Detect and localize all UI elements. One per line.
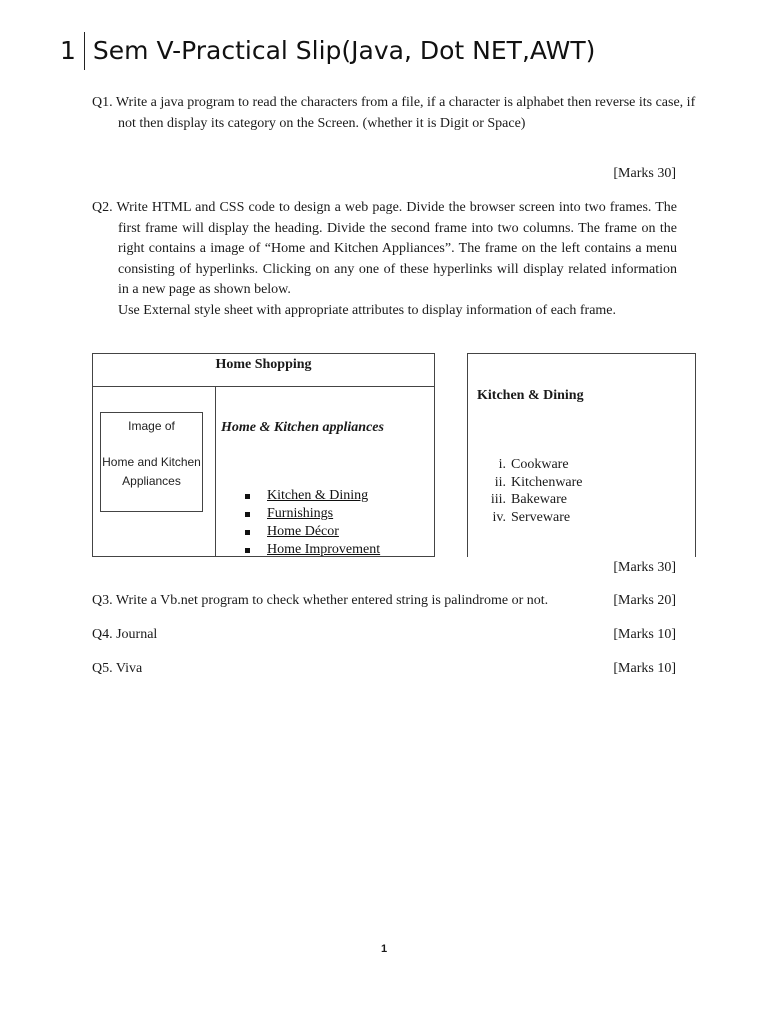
menu-item[interactable] bbox=[245, 541, 380, 559]
figure-left-frame bbox=[92, 353, 435, 557]
list-numeral: ii. bbox=[494, 474, 506, 490]
menu-link[interactable]: Home Improvement bbox=[267, 542, 381, 557]
page-number: 1 bbox=[380, 943, 388, 955]
question-3: Q3. Write a Vb.net program to check whether entered string is palindrome or not. bbox=[92, 593, 549, 608]
q1-marks: [Marks 30] bbox=[613, 166, 676, 181]
question-1 bbox=[92, 93, 703, 134]
menu-item[interactable] bbox=[245, 505, 380, 523]
list-item bbox=[478, 474, 583, 492]
ordered-list bbox=[478, 456, 583, 526]
list-item-text: Bakeware bbox=[511, 492, 567, 507]
header-number: 1 bbox=[60, 32, 85, 70]
figure-heading: Home Shopping bbox=[93, 354, 434, 387]
q1-text: Write a java program to read the characters from a file, if a character is alphabet then reverse its case, if not then display its category on the Screen. (whether it is Digit or Space) bbox=[115, 95, 696, 131]
list-item-text: Kitchenware bbox=[511, 474, 583, 490]
list-numeral: iv. bbox=[492, 509, 506, 525]
figure-right-frame bbox=[467, 353, 696, 557]
page-header bbox=[60, 32, 595, 70]
q1-label: Q1. bbox=[92, 95, 113, 110]
column-divider bbox=[215, 386, 216, 556]
q2-para-1 bbox=[92, 198, 677, 301]
square-bullet-icon bbox=[245, 530, 250, 535]
image-label-2: Home and Kitchen Appliances bbox=[102, 455, 201, 488]
figure-subheading: Home & Kitchen appliances bbox=[221, 420, 384, 435]
question-4: Q4. Journal bbox=[92, 627, 158, 642]
menu-item[interactable] bbox=[245, 487, 380, 505]
q2-text: Write HTML and CSS code to design a web page. Divide the browser screen into two frames. The first frame will display the heading. Divide the second frame into two columns. The frame on the right contains a image of “Home and Kitchen Appliances”. The frame on the left contains a menu consisting of hyperlinks. Clicking on any one of these hyperlinks will display related information in a new page as shown below. bbox=[116, 200, 677, 297]
q5-marks: [Marks 10] bbox=[613, 661, 676, 676]
list-item-text: Serveware bbox=[511, 509, 571, 525]
list-numeral: iii. bbox=[490, 492, 506, 507]
question-5: Q5. Viva bbox=[92, 661, 143, 676]
menu-link[interactable]: Kitchen & Dining bbox=[267, 488, 369, 503]
q4-marks: [Marks 10] bbox=[613, 627, 676, 642]
q2-marks: [Marks 30] bbox=[613, 560, 676, 575]
square-bullet-icon bbox=[245, 494, 250, 499]
list-item-text: Cookware bbox=[511, 457, 569, 472]
list-item bbox=[478, 491, 583, 509]
q2-text-2: Use External style sheet with appropriate attributes to display information of each frame. bbox=[118, 302, 617, 318]
question-2 bbox=[92, 198, 677, 321]
list-item bbox=[478, 509, 583, 527]
q2-label: Q2. bbox=[92, 200, 113, 215]
hyperlink-menu bbox=[245, 487, 380, 559]
image-label-1: Image of bbox=[128, 419, 175, 433]
menu-item[interactable] bbox=[245, 523, 380, 541]
square-bullet-icon bbox=[245, 548, 250, 553]
image-placeholder bbox=[100, 412, 203, 512]
list-item bbox=[478, 456, 583, 474]
page-title: Sem V-Practical Slip(Java, Dot NET,AWT) bbox=[92, 36, 596, 65]
right-frame-heading: Kitchen & Dining bbox=[477, 388, 584, 403]
q3-marks: [Marks 20] bbox=[613, 593, 676, 608]
square-bullet-icon bbox=[245, 512, 250, 517]
menu-link[interactable]: Furnishings bbox=[267, 506, 334, 521]
menu-link[interactable]: Home Décor bbox=[267, 524, 339, 539]
list-numeral: i. bbox=[498, 457, 506, 472]
